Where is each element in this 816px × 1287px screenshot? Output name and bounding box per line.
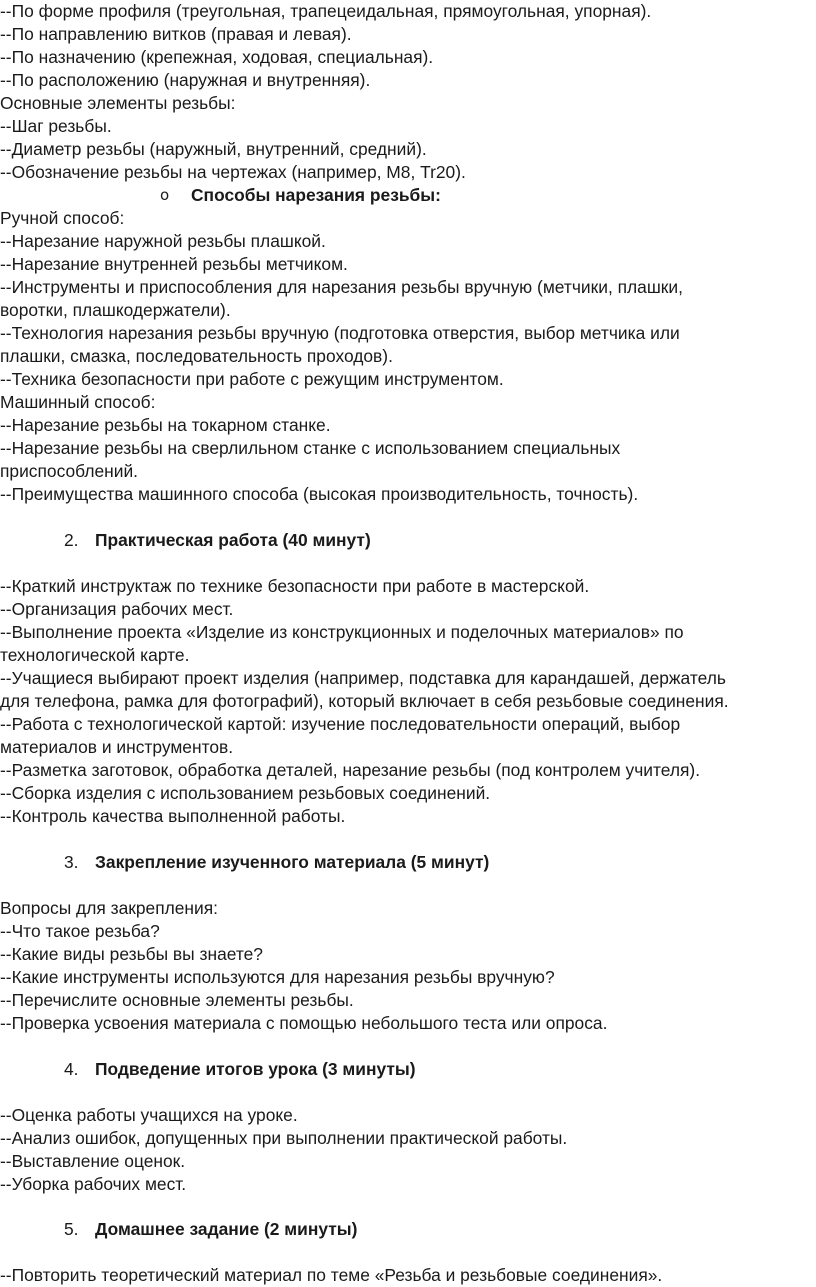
text-line: --По форме профиля (треугольная, трапецеидальная, прямоугольная, упорная). [0,1,652,21]
text-line: --Работа с технологической картой: изучение последовательности операций, выбор [0,714,681,734]
text-line: приспособлений. [0,461,139,481]
text-line: --Какие инструменты используются для нарезания резьбы вручную? [0,967,555,987]
text-line: --Обозначение резьбы на чертежах (например, М8, Tr20). [0,162,466,182]
text-line: --Нарезание наружной резьбы плашкой. [0,231,326,251]
text-line: --По назначению (крепежная, ходовая, специальная). [0,47,434,67]
text-line: --Анализ ошибок, допущенных при выполнении практической работы. [0,1128,568,1148]
section-number: 2. [64,530,79,550]
text-line: --Нарезание внутренней резьбы метчиком. [0,254,348,274]
text-line: Вопросы для закрепления: [0,898,219,918]
text-line: --Какие виды резьбы вы знаете? [0,944,263,964]
text-line: --Организация рабочих мест. [0,599,234,619]
section-heading [64,1058,564,1081]
section-title: Закрепление изученного материала (5 минут) [95,852,490,872]
text-line: --По расположению (наружная и внутренняя). [0,70,371,90]
text-line: --Проверка усвоения материала с помощью небольшого теста или опроса. [0,1013,608,1033]
text-line: --Перечислите основные элементы резьбы. [0,990,354,1010]
subheading-title: Способы нарезания резьбы: [191,185,441,205]
text-line: --По направлению витков (правая и левая). [0,24,352,44]
section-number: 3. [64,852,79,872]
text-line: --Нарезание резьбы на токарном станке. [0,415,331,435]
text-line: технологической карте. [0,645,190,665]
section-title: Подведение итогов урока (3 минуты) [95,1059,416,1079]
text-line: --Нарезание резьбы на сверлильном станке с использованием специальных [0,438,621,458]
section-heading [64,1218,564,1241]
text-line: --Техника безопасности при работе с режущим инструментом. [0,369,504,389]
text-line: --Краткий инструктаж по технике безопасности при работе в мастерской. [0,576,590,596]
text-line: Машинный способ: [0,392,156,412]
text-line: --Что такое резьба? [0,921,160,941]
text-line: --Преимущества машинного способа (высокая производительность, точность). [0,484,639,504]
section-heading [64,851,624,874]
text-line: --Уборка рабочих мест. [0,1174,187,1194]
section-heading [64,529,564,552]
text-line: --Оценка работы учащихся на уроке. [0,1105,298,1125]
text-line: --Технология нарезания резьбы вручную (подготовка отверстия, выбор метчика или [0,323,680,343]
text-line: --Контроль качества выполненной работы. [0,806,346,826]
section-number: 4. [64,1059,79,1079]
text-line: Основные элементы резьбы: [0,93,236,113]
text-line: --Диаметр резьбы (наружный, внутренний, средний). [0,139,427,159]
text-line: --Сборка изделия с использованием резьбовых соединений. [0,783,491,803]
section-title: Домашнее задание (2 минуты) [95,1219,358,1239]
text-line: --Выполнение проекта «Изделие из конструкционных и поделочных материалов» по [0,622,684,642]
text-line: --Разметка заготовок, обработка деталей, нарезание резьбы (под контролем учителя). [0,760,701,780]
section-title: Практическая работа (40 минут) [95,530,371,550]
text-line: --Учащиеся выбирают проект изделия (например, подставка для карандашей, держатель [0,668,726,688]
text-line: --Шаг резьбы. [0,116,112,136]
text-line: для телефона, рамка для фотографий), который включает в себя резьбовые соединения. [0,691,729,711]
circle-bullet-icon: o [160,186,170,204]
text-line: --Повторить теоретический материал по теме «Резьба и резьбовые соединения». [0,1265,663,1285]
text-line: Ручной способ: [0,208,125,228]
text-line: воротки, плашкодержатели). [0,300,231,320]
text-line: --Выставление оценок. [0,1151,186,1171]
text-line: материалов и инструментов. [0,737,234,757]
text-line: плашки, смазка, последовательность проходов). [0,346,393,366]
section-number: 5. [64,1219,79,1239]
text-line: --Инструменты и приспособления для нарезания резьбы вручную (метчики, плашки, [0,277,683,297]
